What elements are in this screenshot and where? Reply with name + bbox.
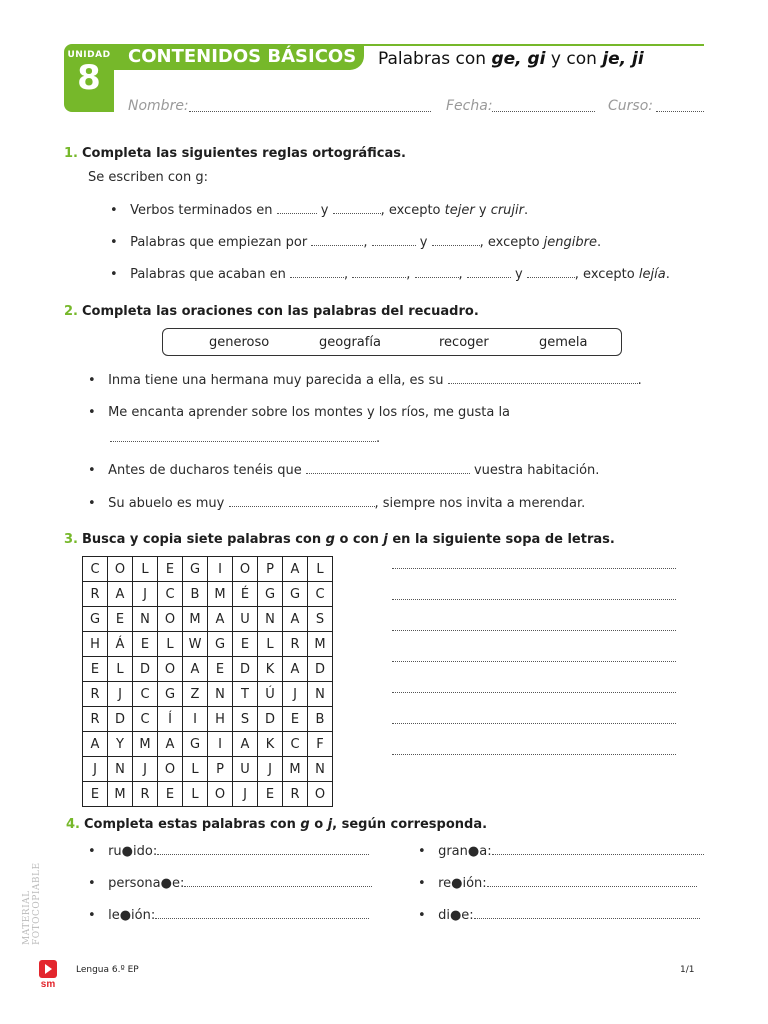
grid-cell[interactable]: O	[158, 657, 183, 682]
grid-cell[interactable]: C	[133, 682, 158, 707]
grid-cell[interactable]: M	[208, 582, 233, 607]
grid-cell[interactable]: T	[233, 682, 258, 707]
grid-cell[interactable]: I	[208, 732, 233, 757]
grid-cell[interactable]: J	[258, 757, 283, 782]
grid-cell[interactable]: A	[108, 582, 133, 607]
grid-cell[interactable]: B	[183, 582, 208, 607]
box-word: geografía	[319, 335, 381, 350]
grid-cell[interactable]: M	[183, 607, 208, 632]
grid-cell[interactable]: G	[183, 732, 208, 757]
grid-cell[interactable]: R	[283, 782, 308, 807]
box-word: recoger	[439, 335, 489, 350]
grid-cell[interactable]: H	[208, 707, 233, 732]
grid-cell[interactable]: H	[83, 632, 108, 657]
grid-row	[83, 632, 333, 657]
word-item: • gran●a:	[418, 843, 704, 859]
grid-cell[interactable]: J	[233, 782, 258, 807]
photocopy-notice: MATERIAL FOTOCOPIABLE	[22, 862, 42, 945]
grid-cell[interactable]: C	[133, 707, 158, 732]
blank[interactable]	[333, 202, 381, 214]
grid-row	[83, 657, 333, 682]
word-box	[162, 328, 622, 356]
grid-cell[interactable]: K	[258, 732, 283, 757]
grid-cell[interactable]: R	[283, 632, 308, 657]
answer-line[interactable]	[392, 629, 676, 631]
grid-cell[interactable]: C	[158, 582, 183, 607]
word-item: • re●ión:	[418, 875, 697, 891]
grid-row	[83, 707, 333, 732]
grid-cell[interactable]: L	[183, 757, 208, 782]
rule-1: • Verbos terminados en y , excepto tejer y crujir.	[110, 203, 529, 218]
rule-2: • Palabras que empiezan por , y , excepto jengibre.	[110, 235, 602, 250]
grid-cell[interactable]: A	[233, 732, 258, 757]
grid-cell[interactable]: N	[108, 757, 133, 782]
grid-cell[interactable]: P	[258, 557, 283, 582]
grid-cell[interactable]: L	[258, 632, 283, 657]
grid-cell[interactable]: A	[208, 607, 233, 632]
sentence-3: • Antes de ducharos tenéis que vuestra habitación.	[88, 463, 600, 478]
grid-cell[interactable]: A	[283, 607, 308, 632]
grid-cell[interactable]: O	[308, 782, 333, 807]
date-field[interactable]	[492, 100, 595, 112]
grid-cell[interactable]: G	[183, 557, 208, 582]
grid-cell[interactable]: I	[208, 557, 233, 582]
grid-cell[interactable]: K	[258, 657, 283, 682]
grid-cell[interactable]: W	[183, 632, 208, 657]
grid-cell[interactable]: E	[133, 632, 158, 657]
grid-cell[interactable]: A	[283, 557, 308, 582]
grid-cell[interactable]: E	[233, 632, 258, 657]
grid-cell[interactable]: R	[83, 707, 108, 732]
course-name: Lengua 6.º EP	[76, 965, 139, 975]
question-2-title: 2. Completa las oraciones con las palabras del recuadro.	[64, 304, 479, 319]
grid-cell[interactable]: R	[83, 582, 108, 607]
blank[interactable]	[155, 907, 369, 919]
word-item: • di●e:	[418, 907, 700, 923]
grid-cell[interactable]: C	[283, 732, 308, 757]
blank[interactable]	[467, 266, 511, 278]
grid-row	[83, 757, 333, 782]
blank[interactable]	[184, 875, 372, 887]
course-label: Curso:	[608, 98, 653, 114]
page-number: 1/1	[680, 965, 695, 975]
grid-cell[interactable]: J	[83, 757, 108, 782]
grid-cell[interactable]: D	[108, 707, 133, 732]
header-rule	[364, 44, 704, 46]
grid-cell[interactable]: J	[108, 682, 133, 707]
section-banner: CONTENIDOS BÁSICOS	[114, 44, 364, 70]
grid-cell[interactable]: L	[133, 557, 158, 582]
question-1-title: 1. Completa las siguientes reglas ortográficas.	[64, 146, 406, 161]
rule-3: • Palabras que acaban en , , , y , excepto lejía.	[110, 267, 670, 282]
blank[interactable]	[157, 843, 369, 855]
grid-cell[interactable]: E	[108, 607, 133, 632]
grid-cell[interactable]: Y	[108, 732, 133, 757]
box-word: generoso	[209, 335, 270, 350]
grid-cell[interactable]: C	[308, 582, 333, 607]
grid-cell[interactable]: B	[308, 707, 333, 732]
blank[interactable]	[229, 495, 375, 507]
grid-cell[interactable]: M	[283, 757, 308, 782]
sentence-1: • Inma tiene una hermana muy parecida a ella, es su .	[88, 373, 642, 388]
unit-badge	[64, 44, 114, 112]
grid-cell[interactable]: J	[133, 757, 158, 782]
name-label: Nombre:	[128, 98, 189, 114]
answer-line[interactable]	[392, 691, 676, 693]
grid-cell[interactable]: I	[183, 707, 208, 732]
grid-cell[interactable]: D	[308, 657, 333, 682]
course-field[interactable]	[656, 100, 704, 112]
grid-cell[interactable]: E	[83, 657, 108, 682]
blank[interactable]	[311, 234, 363, 246]
grid-cell[interactable]: R	[83, 682, 108, 707]
grid-cell[interactable]: O	[158, 757, 183, 782]
question-3-title: 3. Busca y copia siete palabras con g o con j en la siguiente sopa de letras.	[64, 532, 615, 547]
question-4-title: 4. Completa estas palabras con g o j, según corresponda.	[66, 817, 488, 832]
grid-cell[interactable]: A	[183, 657, 208, 682]
grid-cell[interactable]: N	[133, 607, 158, 632]
answer-line[interactable]	[392, 598, 676, 600]
brand-text: sm	[40, 979, 56, 988]
word-search-grid	[82, 556, 333, 807]
grid-cell[interactable]: Í	[158, 707, 183, 732]
blank[interactable]	[415, 266, 459, 278]
grid-row	[83, 682, 333, 707]
grid-cell[interactable]: D	[133, 657, 158, 682]
sm-logo	[38, 960, 58, 992]
blank[interactable]	[432, 234, 480, 246]
grid-cell[interactable]: J	[133, 582, 158, 607]
grid-cell[interactable]: S	[308, 607, 333, 632]
grid-cell[interactable]: N	[208, 682, 233, 707]
grid-cell[interactable]: L	[308, 557, 333, 582]
grid-cell[interactable]: O	[158, 607, 183, 632]
question-1-intro: Se escriben con g:	[88, 170, 208, 185]
page-title: Palabras con ge, gi y con je, ji	[378, 49, 644, 69]
grid-cell[interactable]: A	[83, 732, 108, 757]
grid-cell[interactable]: E	[158, 782, 183, 807]
grid-cell[interactable]: G	[158, 682, 183, 707]
grid-cell[interactable]: M	[108, 782, 133, 807]
grid-cell[interactable]: E	[83, 782, 108, 807]
blank[interactable]	[492, 843, 704, 855]
grid-cell[interactable]: G	[283, 582, 308, 607]
grid-cell[interactable]: A	[283, 657, 308, 682]
blank[interactable]	[448, 372, 638, 384]
blank[interactable]	[110, 430, 376, 442]
grid-cell[interactable]: O	[233, 557, 258, 582]
grid-cell[interactable]: E	[208, 657, 233, 682]
grid-cell[interactable]: E	[283, 707, 308, 732]
date-label: Fecha:	[446, 98, 493, 114]
unit-label: UNIDAD	[67, 50, 111, 60]
grid-row	[83, 732, 333, 757]
grid-cell[interactable]: Ú	[258, 682, 283, 707]
word-item: • le●ión:	[88, 907, 369, 923]
answer-line[interactable]	[392, 660, 676, 662]
grid-row	[83, 557, 333, 582]
grid-cell[interactable]: D	[233, 657, 258, 682]
grid-row	[83, 607, 333, 632]
grid-cell[interactable]: L	[183, 782, 208, 807]
grid-cell[interactable]: G	[83, 607, 108, 632]
blank[interactable]	[487, 875, 697, 887]
answer-line[interactable]	[392, 722, 676, 724]
grid-cell[interactable]: O	[108, 557, 133, 582]
grid-cell[interactable]: L	[108, 657, 133, 682]
grid-cell[interactable]: N	[308, 682, 333, 707]
grid-cell[interactable]: M	[308, 632, 333, 657]
blank[interactable]	[372, 234, 416, 246]
grid-cell[interactable]: Z	[183, 682, 208, 707]
grid-cell[interactable]: O	[208, 782, 233, 807]
word-item: • persona●e:	[88, 875, 372, 891]
grid-cell[interactable]: U	[233, 757, 258, 782]
sentence-4: • Su abuelo es muy , siempre nos invita a merendar.	[88, 496, 586, 511]
grid-cell[interactable]: R	[133, 782, 158, 807]
grid-cell[interactable]: E	[258, 782, 283, 807]
grid-cell[interactable]: S	[233, 707, 258, 732]
word-item: • ru●ido:	[88, 843, 369, 859]
grid-cell[interactable]: J	[283, 682, 308, 707]
sentence-2-cont: .	[110, 430, 380, 446]
grid-row	[83, 782, 333, 807]
grid-cell[interactable]: É	[233, 582, 258, 607]
grid-cell[interactable]: Á	[108, 632, 133, 657]
grid-cell[interactable]: U	[233, 607, 258, 632]
blank[interactable]	[306, 462, 470, 474]
answer-line[interactable]	[392, 567, 676, 569]
box-word: gemela	[539, 335, 588, 350]
grid-cell[interactable]: F	[308, 732, 333, 757]
grid-cell[interactable]: P	[208, 757, 233, 782]
grid-cell[interactable]: D	[258, 707, 283, 732]
grid-cell[interactable]: A	[158, 732, 183, 757]
grid-row	[83, 582, 333, 607]
grid-cell[interactable]: G	[208, 632, 233, 657]
sentence-2: • Me encanta aprender sobre los montes y los ríos, me gusta la	[88, 405, 511, 420]
grid-cell[interactable]: E	[158, 557, 183, 582]
grid-cell[interactable]: G	[258, 582, 283, 607]
grid-cell[interactable]: M	[133, 732, 158, 757]
name-field[interactable]	[189, 100, 431, 112]
blank[interactable]	[277, 202, 317, 214]
blank[interactable]	[527, 266, 575, 278]
grid-cell[interactable]: N	[258, 607, 283, 632]
grid-cell[interactable]: L	[158, 632, 183, 657]
blank[interactable]	[290, 266, 344, 278]
grid-cell[interactable]: C	[83, 557, 108, 582]
answer-line[interactable]	[392, 753, 676, 755]
blank[interactable]	[352, 266, 406, 278]
blank[interactable]	[474, 907, 700, 919]
unit-number: 8	[77, 58, 101, 98]
grid-cell[interactable]: N	[308, 757, 333, 782]
